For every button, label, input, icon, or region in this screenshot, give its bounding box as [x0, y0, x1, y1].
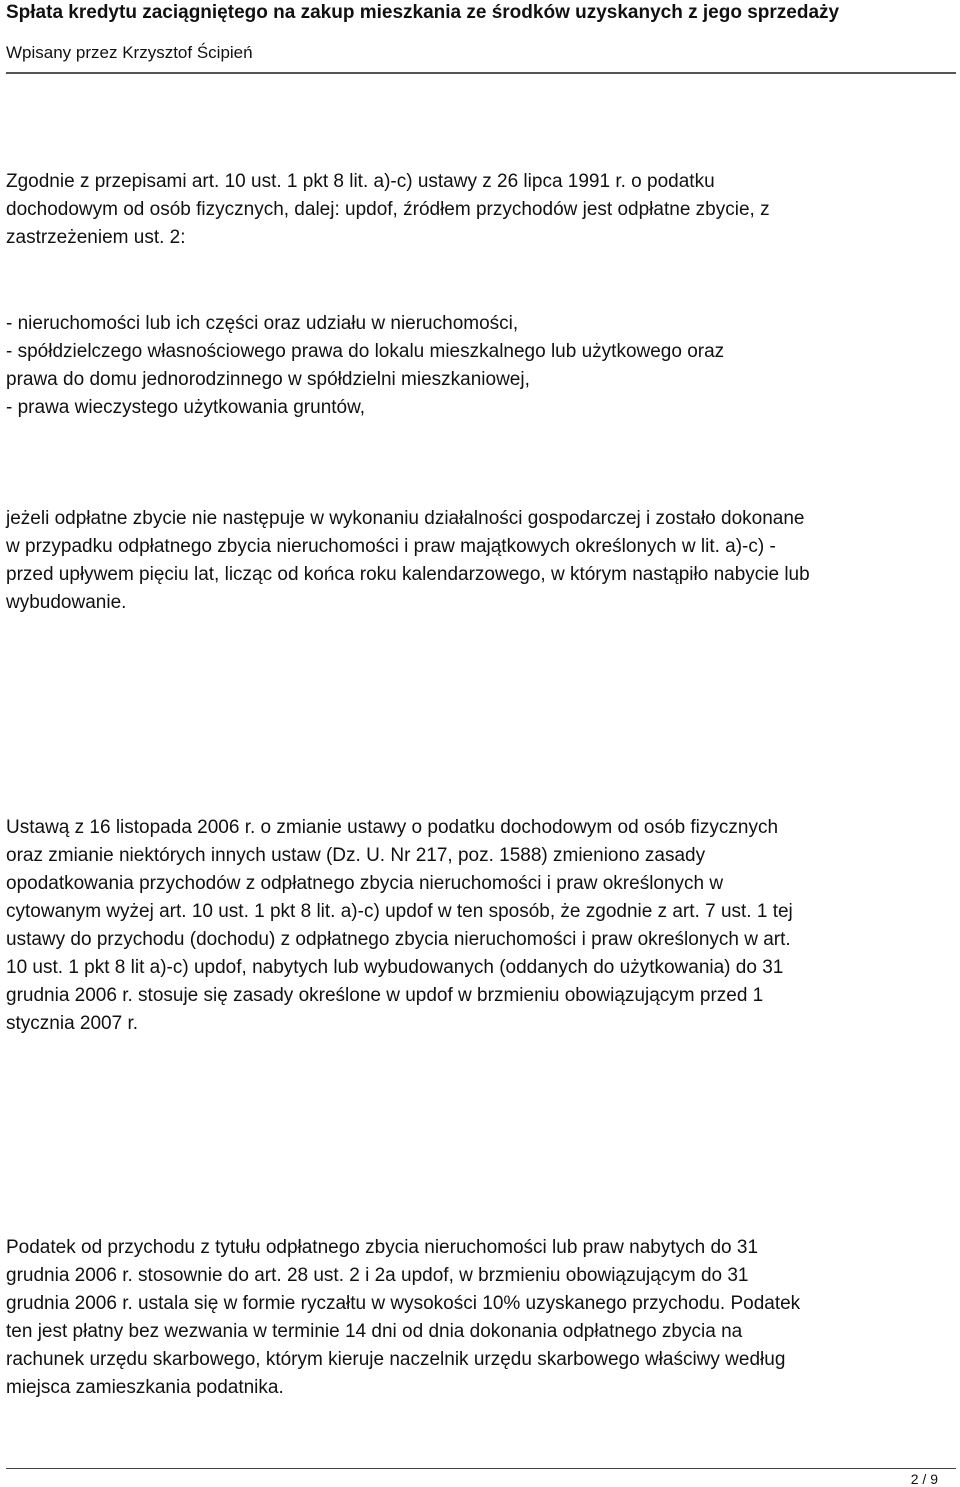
page-number: 2 / 9 — [910, 1471, 938, 1487]
paragraph-line: grudnia 2006 r. stosownie do art. 28 ust. 2 i 2a updof, w brzmieniu obowiązującym do 31 — [6, 1265, 749, 1286]
paragraph-legal-basis — [6, 168, 956, 252]
paragraph-line: rachunek urzędu skarbowego, którym kieruje naczelnik urzędu skarbowego właściwy według — [6, 1349, 786, 1370]
paragraph-condition — [6, 505, 956, 617]
paragraph-list-items — [6, 310, 956, 422]
footer-divider — [6, 1468, 956, 1469]
list-item: - prawa wieczystego użytkowania gruntów, — [6, 397, 366, 418]
paragraph-line: wybudowanie. — [6, 592, 127, 613]
paragraph-line: 10 ust. 1 pkt 8 lit a)-c) updof, nabytych lub wybudowanych (oddanych do użytkowania) do 31 — [6, 957, 784, 978]
paragraph-line: w przypadku odpłatnego zbycia nieruchomości i praw majątkowych określonych w lit. a)-c) - — [6, 536, 776, 557]
paragraph-line: miejsca zamieszkania podatnika. — [6, 1377, 284, 1398]
paragraph-line: przed upływem pięciu lat, licząc od końca roku kalendarzowego, w którym nastąpiło nabycie lub — [6, 564, 810, 585]
paragraph-tax-rate — [6, 1234, 956, 1402]
paragraph-line: zastrzeżeniem ust. 2: — [6, 227, 186, 248]
document-author: Wpisany przez Krzysztof Ścipień — [6, 43, 253, 62]
paragraph-line: Podatek od przychodu z tytułu odpłatnego zbycia nieruchomości lub praw nabytych do 31 — [6, 1237, 759, 1258]
document-title: Spłata kredytu zaciągniętego na zakup mieszkania ze środków uzyskanych z jego sprzedaży — [6, 2, 840, 23]
list-item: - nieruchomości lub ich części oraz udziału w nieruchomości, — [6, 313, 519, 334]
list-item: prawa do domu jednorodzinnego w spółdzielni mieszkaniowej, — [6, 369, 530, 390]
paragraph-line: oraz zmianie niektórych innych ustaw (Dz. U. Nr 217, poz. 1588) zmieniono zasady — [6, 845, 706, 866]
paragraph-line: ten jest płatny bez wezwania w terminie 14 dni od dnia dokonania odpłatnego zbycia na — [6, 1321, 743, 1342]
paragraph-line: opodatkowania przychodów z odpłatnego zbycia nieruchomości i praw określonych w — [6, 873, 724, 894]
paragraph-line: grudnia 2006 r. ustala się w formie ryczałtu w wysokości 10% uzyskanego przychodu. Podatek — [6, 1293, 801, 1314]
paragraph-line: Ustawą z 16 listopada 2006 r. o zmianie ustawy o podatku dochodowym od osób fizycznych — [6, 817, 779, 838]
document-header — [6, 0, 956, 74]
paragraph-line: stycznia 2007 r. — [6, 1013, 139, 1034]
paragraph-line: cytowanym wyżej art. 10 ust. 1 pkt 8 lit. a)-c) updof w ten sposób, że zgodnie z art. 7 ust. 1 tej — [6, 901, 793, 922]
paragraph-line: dochodowym od osób fizycznych, dalej: updof, źródłem przychodów jest odpłatne zbycie, z — [6, 199, 770, 220]
paragraph-line: grudnia 2006 r. stosuje się zasady określone w updof w brzmieniu obowiązującym przed 1 — [6, 985, 764, 1006]
list-item: - spółdzielczego własnościowego prawa do lokalu mieszkalnego lub użytkowego oraz — [6, 341, 725, 362]
paragraph-line: Zgodnie z przepisami art. 10 ust. 1 pkt 8 lit. a)-c) ustawy z 26 lipca 1991 r. o podatku — [6, 171, 715, 192]
paragraph-line: jeżeli odpłatne zbycie nie następuje w wykonaniu działalności gospodarczej i zostało dokonane — [6, 508, 805, 529]
paragraph-line: ustawy do przychodu (dochodu) z odpłatnego zbycia nieruchomości i praw określonych w art. — [6, 929, 791, 950]
paragraph-amendment — [6, 814, 956, 1038]
